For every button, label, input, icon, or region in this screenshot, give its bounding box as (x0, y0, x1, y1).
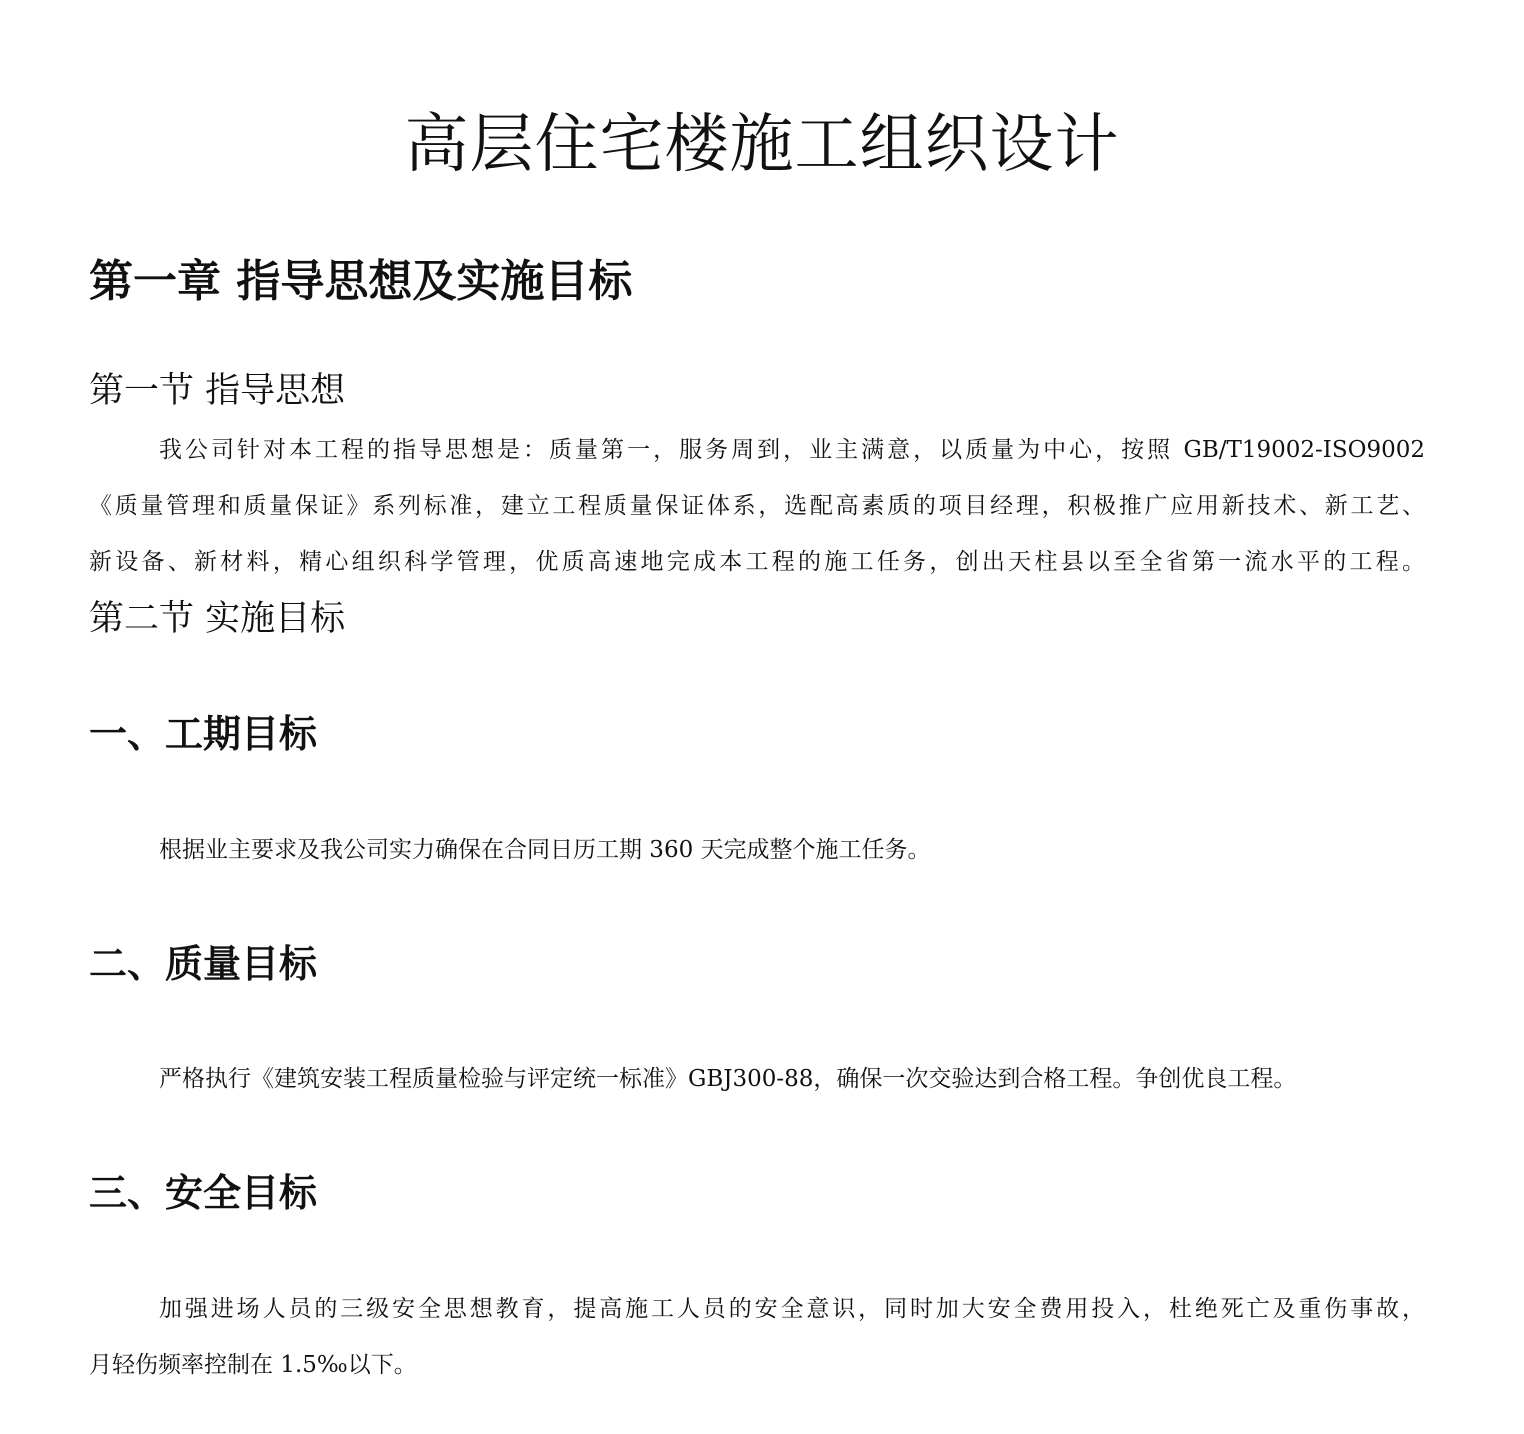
paragraph-line: 《质量管理和质量保证》系列标准，建立工程质量保证体系，选配高素质的项目经理，积极推广应用新技术、新工艺、 (89, 493, 1425, 519)
paragraph-line: 月轻伤频率控制在 1.5‰以下。 (89, 1352, 417, 1378)
safety-target-heading: 三、安全目标 (89, 1171, 318, 1215)
paragraph-line: 新设备、新材料，精心组织科学管理，优质高速地完成本工程的施工任务，创出天柱县以至全省第一流水平的工程。 (89, 549, 1425, 575)
guiding-ideology-paragraph (89, 422, 1425, 590)
paragraph-line: 根据业主要求及我公司实力确保在合同日历工期 360 天完成整个施工任务。 (159, 837, 931, 863)
quality-target-paragraph (89, 1051, 1425, 1107)
section-1-heading: 第一节 指导思想 (89, 371, 346, 411)
document-title: 高层住宅楼施工组织设计 (404, 108, 1120, 182)
paragraph-line: 严格执行《建筑安装工程质量检验与评定统一标准》GBJ300-88，确保一次交验达到合格工程。争创优良工程。 (159, 1066, 1297, 1092)
section-2-heading: 第二节 实施目标 (89, 599, 346, 639)
paragraph-line: 加强进场人员的三级安全思想教育，提高施工人员的安全意识，同时加大安全费用投入，杜绝死亡及重伤事故， (159, 1296, 1425, 1322)
quality-target-heading: 二、质量目标 (89, 942, 318, 986)
schedule-target-heading: 一、工期目标 (89, 712, 318, 756)
schedule-target-paragraph (89, 822, 1425, 878)
paragraph-line: 我公司针对本工程的指导思想是：质量第一，服务周到，业主满意，以质量为中心，按照 GB/T19002-ISO9002 (159, 437, 1425, 463)
safety-target-paragraph (89, 1281, 1425, 1393)
chapter-1-heading: 第一章 指导思想及实施目标 (89, 256, 633, 307)
